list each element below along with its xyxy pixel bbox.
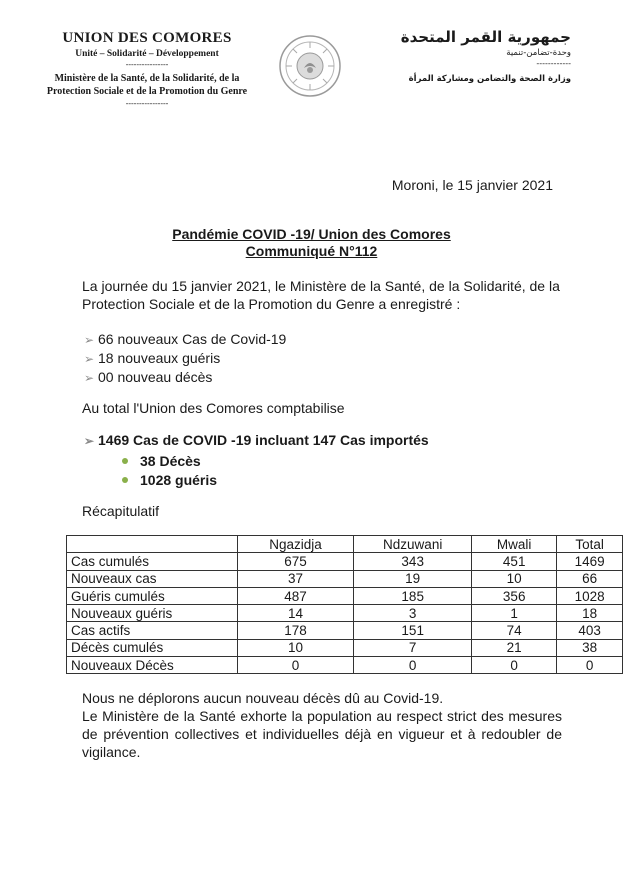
separator-dashes: ---------------- [125,60,169,69]
national-motto-arabic: وحدة-تضامن-تنمية [506,48,571,58]
table-cell: 66 [557,570,623,587]
table-row [67,570,623,587]
intro-paragraph: La journée du 15 janvier 2021, le Ministère de la Santé, de la Solidarité, de la Protection Sociale et de la Promotion du Genre a enregistré : [82,278,560,312]
row-label: Nouveaux cas [67,570,238,587]
table-cell: 178 [237,622,353,639]
column-header: Total [557,536,623,553]
table-cell: 18 [557,605,623,622]
table-cell: 37 [237,570,353,587]
table-cell: 38 [557,639,623,656]
table-cell: 7 [354,639,472,656]
total-intro: Au total l'Union des Comores comptabilise [82,400,345,416]
table-cell: 3 [354,605,472,622]
column-header: Ndzuwani [354,536,472,553]
separator-dashes-arabic: ------------ [536,59,571,68]
ministry-name-arabic: وزارة الصحة والتضامن ومشاركة المرأة [408,74,571,84]
arrow-bullet-icon: ➢ [84,434,95,448]
daily-new-list [84,330,286,387]
ministry-line-2: Protection Sociale et de la Promotion du Genre [46,85,248,97]
row-label: Cas actifs [67,622,238,639]
table-cell: 1 [472,605,557,622]
recap-label: Récapitulatif [82,503,160,519]
table-cell: 151 [354,622,472,639]
list-item: 1028 guéris [122,471,217,490]
row-label: Décès cumulés [67,639,238,656]
row-label: Nouveaux Décès [67,657,238,674]
table-cell: 356 [472,587,557,604]
row-label: Cas cumulés [67,553,238,570]
title-line-1: Pandémie COVID -19/ Union des Comores [172,226,451,242]
country-name: UNION DES COMORES [62,30,232,46]
table-row [67,605,623,622]
header-left [22,30,272,108]
table-cell: 0 [354,657,472,674]
national-motto: Unité – Solidarité – Développement [75,49,219,59]
table-cell: 0 [472,657,557,674]
arrow-bullet-icon: ➢ [84,371,95,385]
document-title [0,226,623,260]
separator-dashes-2: ---------------- [125,99,169,108]
header-right-arabic [371,28,571,84]
table-row [67,657,623,674]
row-label: Nouveaux guéris [67,605,238,622]
table-cell: 451 [472,553,557,570]
table-cell: 1469 [557,553,623,570]
table-cell: 675 [237,553,353,570]
table-cell: 19 [354,570,472,587]
table-row [67,622,623,639]
conclusion [82,689,562,761]
table-cell: 343 [354,553,472,570]
document-date: Moroni, le 15 janvier 2021 [391,177,553,193]
arrow-bullet-icon: ➢ [84,333,95,347]
table-row [67,639,623,656]
table-header-row [67,536,623,553]
ministry-line-1: Ministère de la Santé, de la Solidarité, de la [54,73,240,84]
table-cell: 0 [237,657,353,674]
list-item: 38 Décès [122,452,217,471]
row-label: Guéris cumulés [67,587,238,604]
column-header: Ngazidja [237,536,353,553]
list-item: ➢ 66 nouveaux Cas de Covid-19 [84,330,286,349]
table-cell: 14 [237,605,353,622]
total-sub-list [122,452,217,490]
summary-table [66,535,623,674]
green-dot-bullet-icon [122,477,128,483]
title-line-2: Communiqué N°112 [245,243,378,259]
country-name-arabic: جمهورية القمر المتحدة [400,28,571,46]
table-cell: 1028 [557,587,623,604]
list-item: ➢ 00 nouveau décès [84,368,286,387]
table-row [67,553,623,570]
table-cell: 74 [472,622,557,639]
list-item: ➢ 18 nouveaux guéris [84,349,286,368]
total-cases: ➢ 1469 Cas de COVID -19 incluant 147 Cas importés [84,432,429,448]
table-cell: 10 [237,639,353,656]
table-cell: 487 [237,587,353,604]
green-dot-bullet-icon [122,458,128,464]
table-cell: 403 [557,622,623,639]
column-header: Mwali [472,536,557,553]
table-cell: 0 [557,657,623,674]
table-cell: 21 [472,639,557,656]
ministry-name [22,73,272,98]
table-cell: 10 [472,570,557,587]
coat-of-arms-seal-icon [278,34,342,98]
conclusion-paragraph-1: Nous ne déplorons aucun nouveau décès dû au Covid-19. [82,690,444,706]
table-row [67,587,623,604]
conclusion-paragraph-2: Le Ministère de la Santé exhorte la population au respect strict des mesures de prévention collectives et individuelles déjà en vigueur et à redoubler de vigilance. [82,708,562,760]
column-header [67,536,238,553]
table-cell: 185 [354,587,472,604]
arrow-bullet-icon: ➢ [84,352,95,366]
